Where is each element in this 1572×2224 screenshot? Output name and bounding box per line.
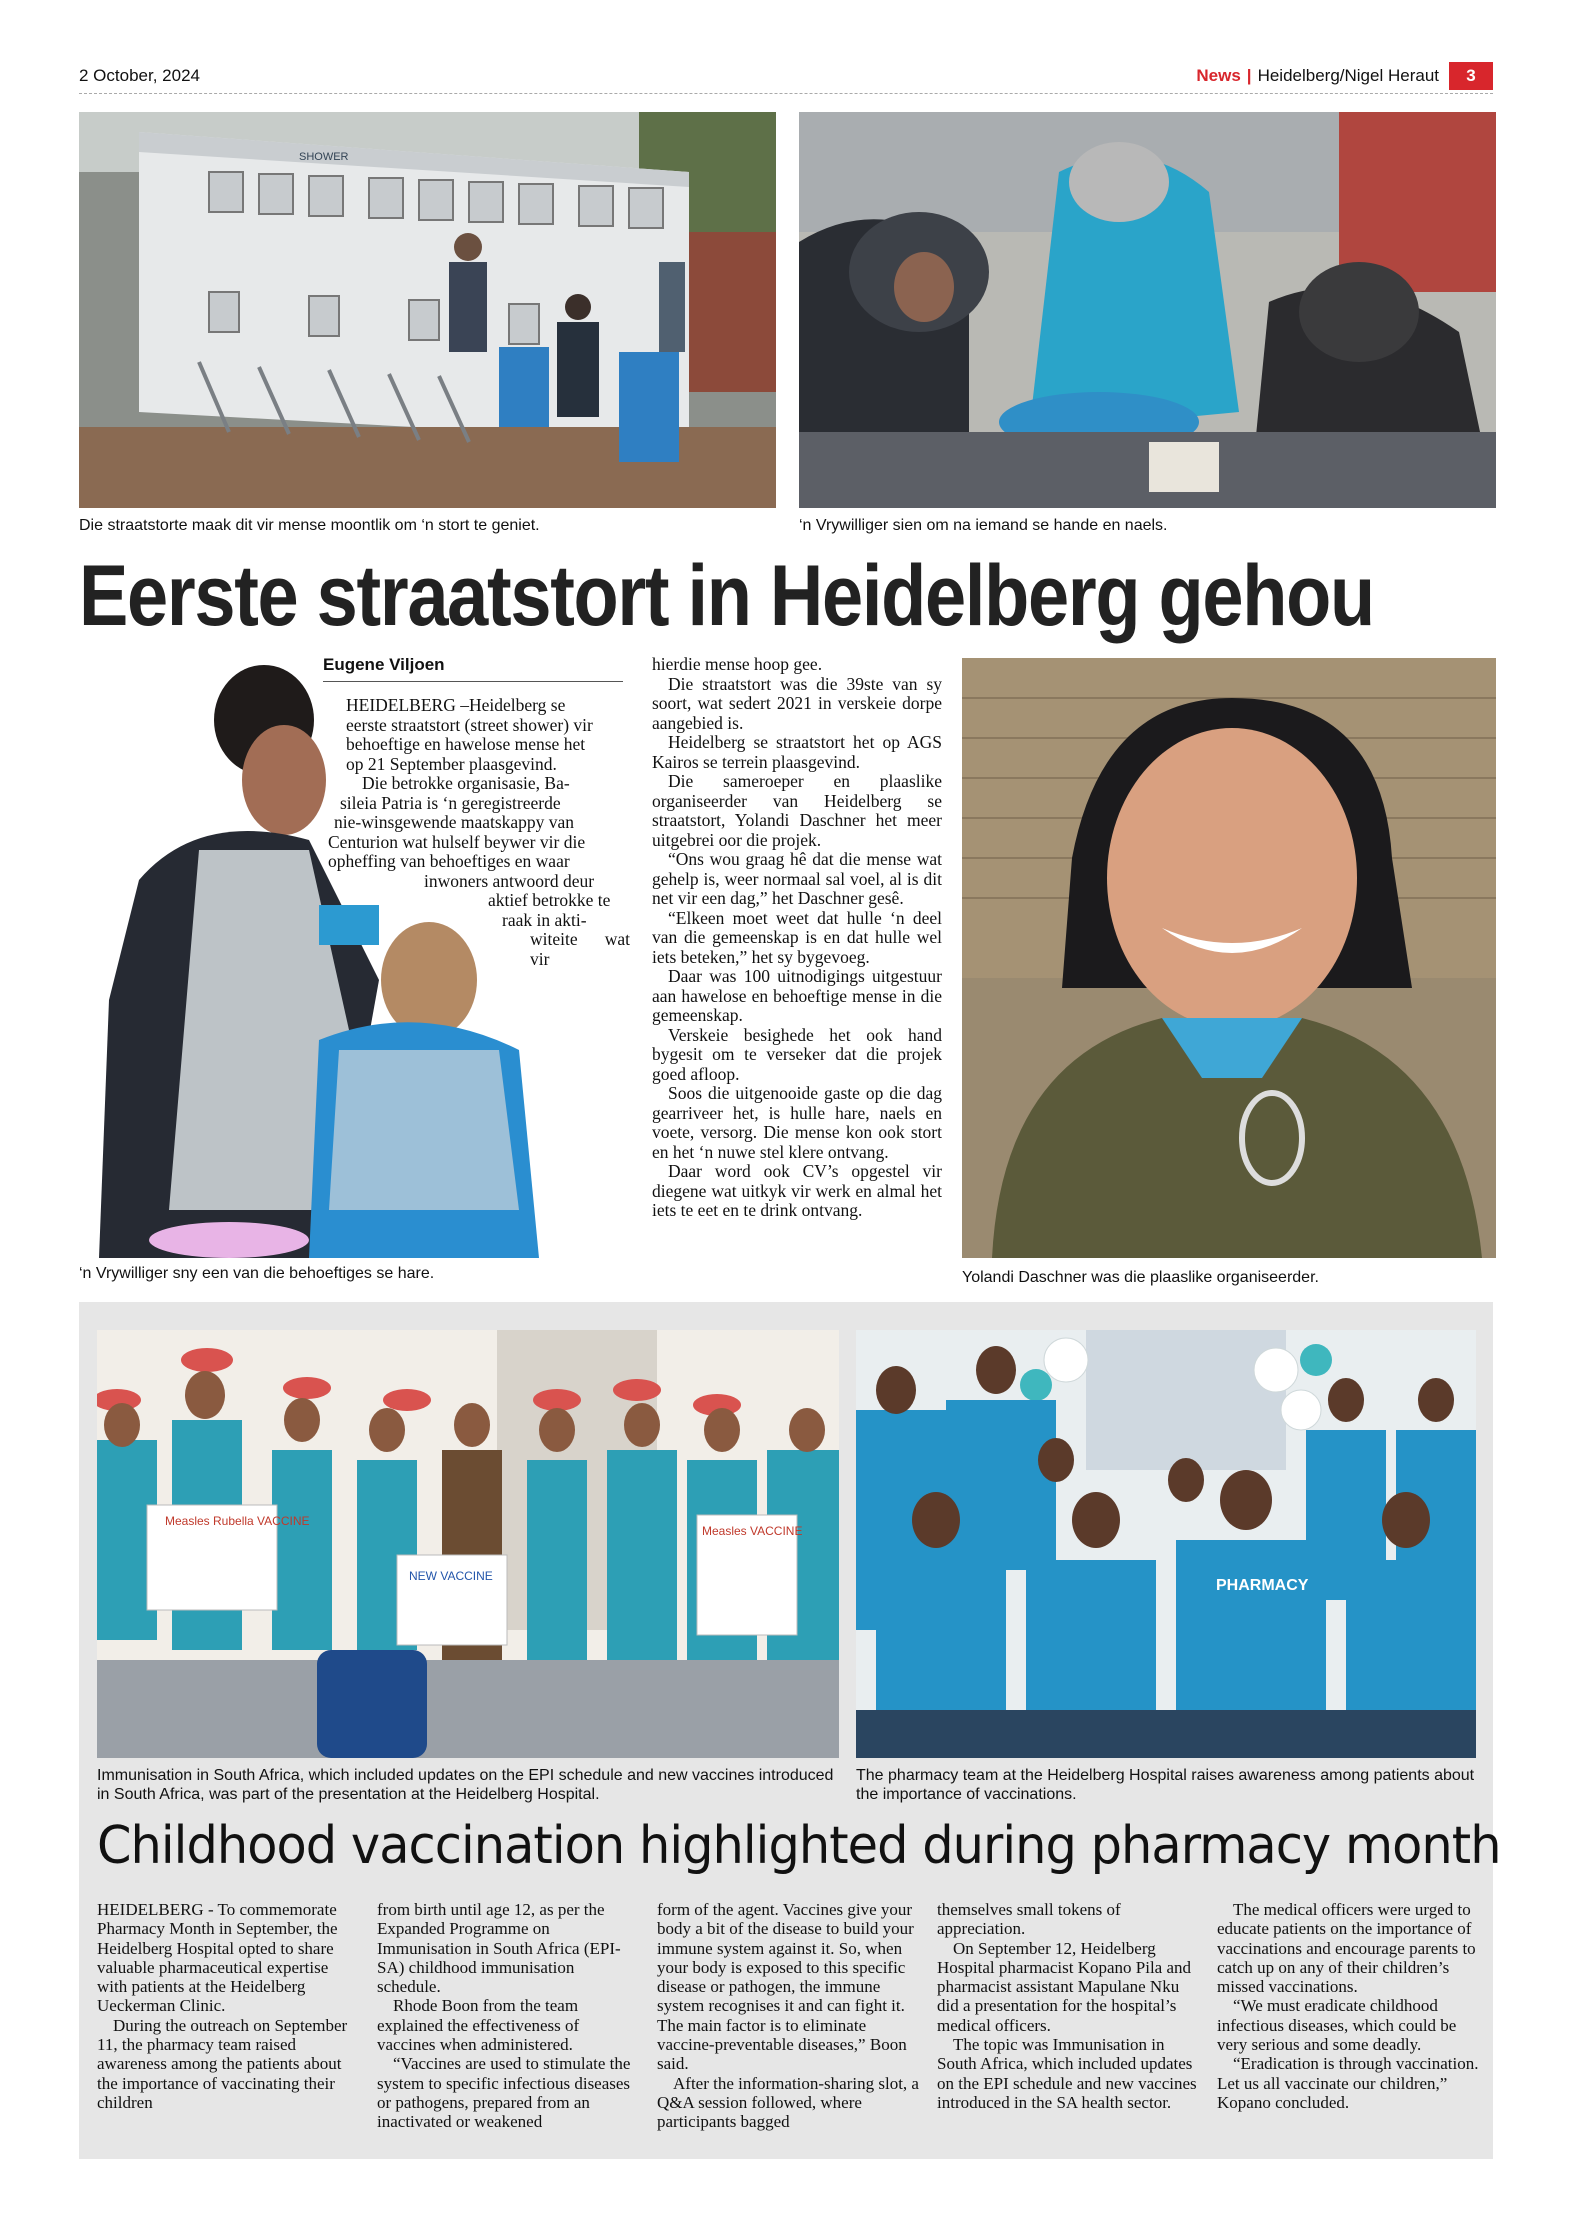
page-number: 3 <box>1449 62 1493 90</box>
paragraph: “Eradication is through vaccination. Let us all vaccinate our children,” Kopano concluded. <box>1217 2054 1479 2112</box>
masthead <box>1196 62 1493 90</box>
col1-line: nie-winsgewende maatskappy van <box>334 812 575 832</box>
headline-street-shower: Eerste straatstort in Heidelberg gehou <box>79 548 1374 644</box>
col1-line: HEIDELBERG –Heidelberg se <box>346 695 566 715</box>
paragraph: The medical officers were urged to educate patients on the importance of vaccinations and encourage parents to catch up on any of their children’s missed vaccinations. <box>1217 1900 1476 1997</box>
headline-vaccination: Childhood vaccination highlighted during pharmacy month <box>97 1816 1501 1876</box>
byline: Eugene Viljoen <box>323 655 623 682</box>
caption-nails: ‘n Vrywilliger sien om na iemand se hande en naels. <box>799 517 1168 534</box>
paragraph: Daar was 100 uitnodigings uitgestuur aan hawelose en behoeftige mense in die gemeenskap. <box>652 966 942 1025</box>
masthead-divider: | <box>1246 66 1252 85</box>
col1-line: Die betrokke organisasie, Ba- <box>362 773 570 793</box>
article2-column-3 <box>657 1900 919 2132</box>
paragraph: “Vaccines are used to stimulate the system to specific infectious diseases or pathogens, prepared from an inactivated or weakened <box>377 2054 631 2132</box>
paragraph: During the outreach on September 11, the pharmacy team raised awareness among the patients about the importance of vaccinating their children <box>97 2015 348 2112</box>
col1-line: opheffing van behoeftiges en waar <box>328 851 570 871</box>
col1-line: op 21 September plaasgevind. <box>346 753 557 774</box>
paragraph: Verskeie besighede het ook hand bygesit om te verseker dat die projek goed afloop. <box>652 1024 942 1084</box>
paragraph: On September 12, Heidelberg Hospital pharmacist Kopano Pila and pharmacist assistant Mapulane Nku did a presentation for the hospital’s medical officers. <box>937 1938 1192 2035</box>
paragraph: form of the agent. Vaccines give your body a bit of the disease to build your immune system against it. So, when your body is exposed to this specific disease or pathogen, the immune system recognises it and can fight it. The main factor is to eliminate vaccine-preventable diseases,” Boon said. <box>657 1900 914 2074</box>
paragraph: The topic was Immunisation in South Africa, which included updates on the EPI schedule and new vaccines introduced in the SA health sector. <box>937 2035 1197 2112</box>
photo-pharmacy-team <box>856 1330 1476 1758</box>
col1-line: eerste straatstort (street shower) vir <box>346 714 593 735</box>
article1-column-2 <box>652 655 942 1221</box>
caption-showers: Die straatstorte maak dit vir mense moontlik om ‘n stort te geniet. <box>79 517 540 534</box>
paragraph: Heidelberg se straatstort het op AGS Kairos se terrein plaasgevind. <box>652 732 942 772</box>
col1-line: witeite wat vir <box>530 929 630 969</box>
shower-sign: SHOWER <box>299 151 349 163</box>
col1-line: aktief betrokke te <box>488 890 611 910</box>
paragraph: themselves small tokens of appreciation. <box>937 1900 1121 1939</box>
section-label: News <box>1196 66 1241 85</box>
col1-line: behoeftige en hawelose mense het <box>346 734 586 754</box>
col1-line: Centurion wat hulself beywer vir die <box>328 831 586 852</box>
paragraph: After the information-sharing slot, a Q&A session followed, where participants bagged <box>657 2073 919 2132</box>
col1-line: raak in akti- <box>502 909 587 930</box>
poster-text: NEW VACCINE <box>409 1569 493 1583</box>
paragraph: “Elkeen moet weet dat hulle ‘n deel van die gemeenskap is en dat hulle wel iets beteken,” het sy bygevoeg. <box>652 907 942 967</box>
article2-column-1 <box>97 1900 359 2112</box>
paragraph: Die sameroeper en plaaslike organiseerder van Heidelberg se straatstort, Yolandi Daschner het meer uitgebrei oor die projek. <box>652 771 942 850</box>
paragraph: hierdie mense hoop gee. <box>652 654 823 674</box>
paragraph: Die straatstort was die 39ste van sy soort, wat sedert 2021 in verskeie dorpe aangebied is. <box>652 673 942 733</box>
paragraph: “Ons wou graag hê dat die mense wat gehelp is, weer normaal sal voel, al is dit net vir een dag,” het Daschner gesê. <box>652 849 942 908</box>
publication-name: Heidelberg/Nigel Heraut <box>1257 66 1439 85</box>
paragraph: Soos die uitgenooide gaste op die dag gearriveer het, is hulle hare, naels en voete, versorg. Die mense kon ook stort en het ‘n nuwe stel klere ontvang. <box>652 1083 942 1162</box>
paragraph: from birth until age 12, as per the Expanded Programme on Immunisation in South Africa (EPI-SA) childhood immunisation schedule. <box>377 1900 621 1997</box>
paragraph: Rhode Boon from the team explained the effectiveness of vaccines when administered. <box>377 1996 580 2055</box>
article2-column-5 <box>1217 1900 1479 2112</box>
photo-organiser-portrait <box>962 658 1496 1258</box>
paragraph: HEIDELBERG - To commemorate Pharmacy Month in September, the Heidelberg Hospital opted to share valuable pharmaceutical expertise with patients at the Heidelberg Ueckerman Clinic. <box>97 1900 338 2016</box>
caption-haircut: ‘n Vrywilliger sny een van die behoeftiges se hare. <box>79 1265 435 1282</box>
caption-organiser: Yolandi Daschner was die plaaslike organiseerder. <box>962 1269 1319 1286</box>
shirt-text: PHARMACY <box>1216 1577 1309 1594</box>
col1-line: inwoners antwoord deur <box>424 870 595 891</box>
paragraph: “We must eradicate childhood infectious diseases, which could be very serious and some deadly. <box>1217 1996 1457 2055</box>
poster-text: Measles VACCINE <box>702 1524 803 1538</box>
caption-pharmacy-team: The pharmacy team at the Heidelberg Hospital raises awareness among patients about the importance of vaccinations. <box>856 1767 1475 1803</box>
col1-line: sileia Patria is ‘n geregistreerde <box>340 792 561 813</box>
photo-immunisation-presentation <box>97 1330 839 1758</box>
header-rule <box>79 93 1493 94</box>
article2-column-4 <box>937 1900 1199 2112</box>
issue-date: 2 October, 2024 <box>79 66 200 85</box>
caption-immunisation: Immunisation in South Africa, which included updates on the EPI schedule and new vaccines introduced in South Africa, was part of the presentation at the Heidelberg Hospital. <box>97 1767 834 1803</box>
photo-street-showers <box>79 112 776 508</box>
paragraph: Daar word ook CV’s opgestel vir diegene wat uitkyk vir werk en almal het iets te eet en te drink ontvang. <box>652 1161 942 1220</box>
article1-column-1 <box>300 696 630 969</box>
article2-column-2 <box>377 1900 639 2132</box>
poster-text: Measles Rubella VACCINE <box>165 1514 310 1528</box>
photo-nail-care <box>799 112 1496 508</box>
